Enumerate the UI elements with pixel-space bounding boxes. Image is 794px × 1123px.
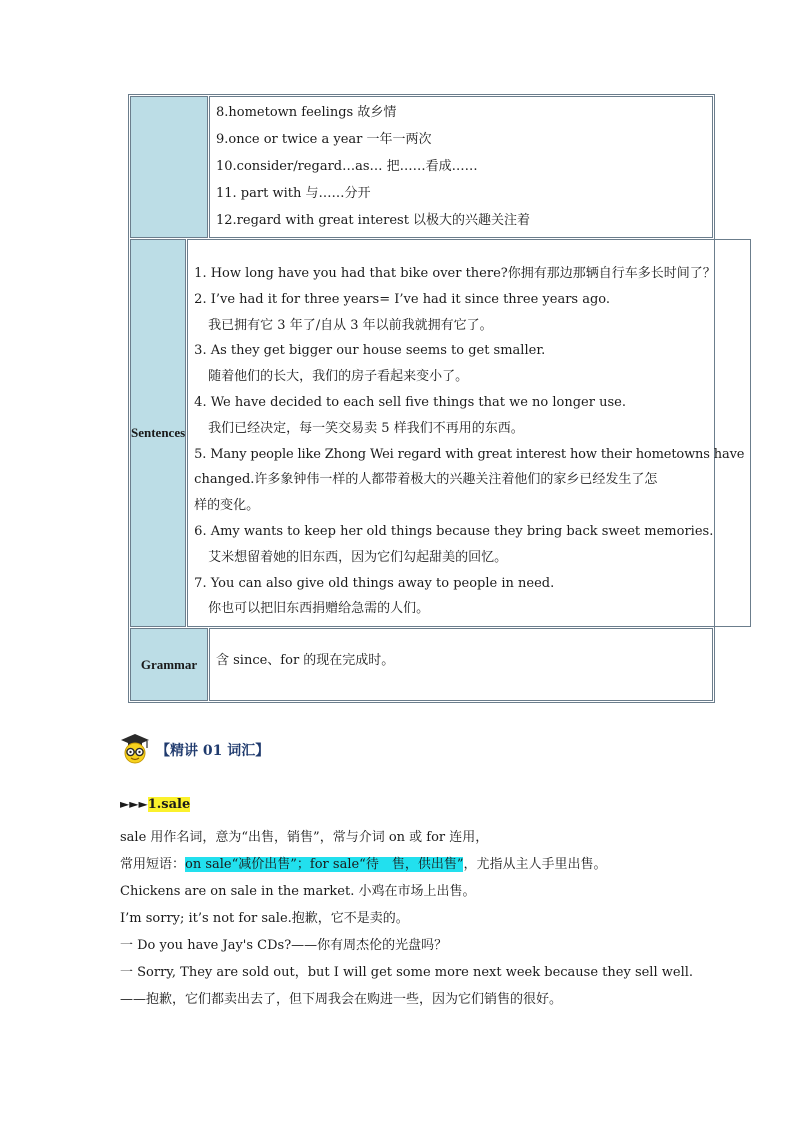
sentence-translation: 艾米想留着她的旧东西，因为它们勾起甜美的回忆。 [208, 549, 508, 565]
row-label-grammar: Grammar [130, 628, 208, 701]
student-glasses-icon [120, 732, 150, 768]
grammar-cell [209, 628, 713, 701]
sentence-line: 6. Amy wants to keep her old things because they bring back sweet memories. [194, 523, 714, 539]
dialogue-line: 一 Do you have Jay's CDs?——你有周杰伦的光盘吗？ [120, 938, 448, 953]
vocab-table [128, 94, 745, 703]
text-line: sale 用作名词，意为“出售，销售”，常与介词 on 或 for 连用， [120, 830, 489, 845]
sentence-translation: 我已拥有它 3 年了/自从 3 年以前我就拥有它了。 [208, 317, 493, 333]
sentence-line: 4. We have decided to each sell five things that we no longer use. [194, 394, 626, 410]
vocab-line: 9.once or twice a year 一年一两次 [216, 132, 432, 147]
item-heading [120, 797, 190, 812]
section-header [120, 733, 269, 767]
vocab-line: 12.regard with great interest 以极大的兴趣关注着 [216, 213, 531, 228]
example-line: I’m sorry; it’s not for sale.抱歉，它不是卖的。 [120, 911, 409, 926]
row-label-empty [130, 96, 208, 238]
dialogue-line: 一 Sorry, They are sold out，but I will get some more next week because they sell well. [120, 965, 694, 980]
section-title: 【精讲 01 词汇】 [156, 743, 270, 759]
sentence-line: changed.许多象钟伟一样的人都带着极大的兴趣关注着他们的家乡已经发生了怎 [194, 472, 658, 488]
sentence-line: 样的变化。 [194, 498, 260, 514]
phrases-prefix: 常用短语： [120, 857, 186, 872]
phrases-line [120, 853, 606, 872]
phrases-suffix: ，尤指从主人手里出售。 [463, 857, 607, 872]
sentences-cell [187, 239, 751, 627]
vocab-line: 11. part with 与……分开 [216, 186, 371, 201]
sentence-line: 1. How long have you had that bike over there?你拥有那边那辆自行车多长时间了？ [194, 266, 716, 281]
table-row-vocabulary [130, 96, 713, 238]
sentence-line: 5. Many people like Zhong Wei regard with great interest how their hometowns have [194, 446, 745, 462]
vocab-cell [209, 96, 713, 238]
example-line: Chickens are on sale in the market. 小鸡在市场上出售。 [120, 884, 476, 899]
sentence-translation: 你也可以把旧东西捐赠给急需的人们。 [208, 601, 430, 617]
dialogue-line: ——抱歉，它们都卖出去了，但下周我会在购进一些，因为它们销售的很好。 [120, 992, 563, 1007]
vocab-line: 10.consider/regard…as… 把……看成…… [216, 159, 478, 174]
phrases-highlight: on sale“减价出售”；for sale“待 售，供出售” [185, 857, 464, 872]
sentence-translation: 随着他们的长大，我们的房子看起来变小了。 [208, 369, 469, 385]
grammar-text: 含 since、for 的现在完成时。 [216, 653, 395, 668]
item-title: 1.sale [147, 797, 191, 812]
sentence-line: 3. As they get bigger our house seems to get smaller. [194, 343, 546, 359]
vocab-line: 8.hometown feelings 故乡情 [216, 105, 397, 120]
sentence-line: 2. I’ve had it for three years= I’ve had it since three years ago. [194, 291, 611, 307]
row-label-sentences: Sentences [130, 239, 186, 627]
triple-arrow-icon: ►►► [120, 797, 148, 811]
sentence-line: 7. You can also give old things away to people in need. [194, 575, 555, 591]
table-row-sentences [130, 239, 745, 627]
sentence-translation: 我们已经决定，每一笑交易卖 5 样我们不再用的东西。 [208, 420, 524, 436]
table-row-grammar [130, 628, 713, 701]
